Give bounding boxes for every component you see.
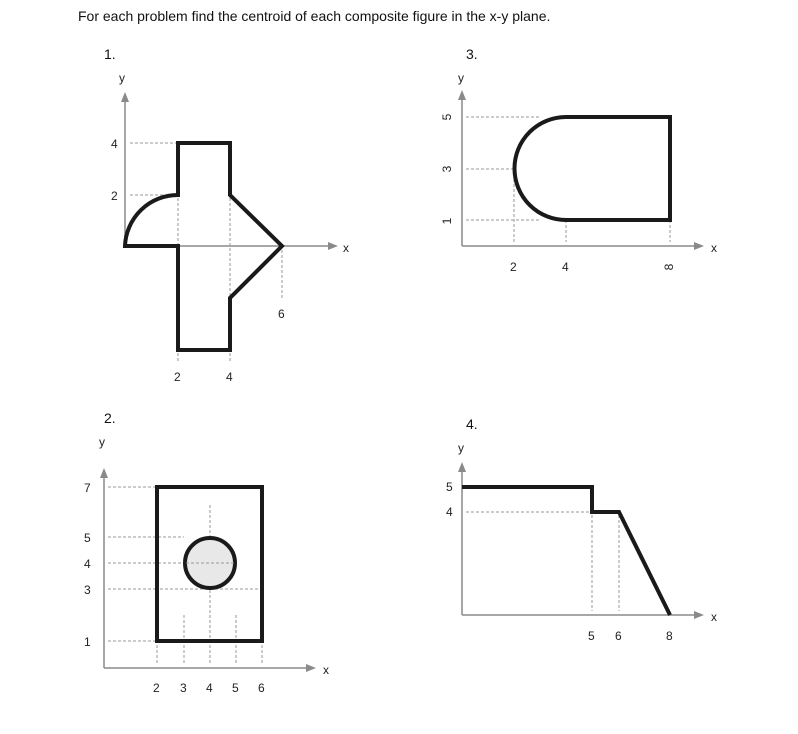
fig2-y-tick-4: 4: [84, 557, 91, 571]
fig3-y-arrow-icon: [458, 90, 466, 100]
fig2-y-arrow-icon: [100, 468, 108, 478]
fig4-x-tick-8: 8: [666, 629, 673, 643]
problem-1-number: 1.: [104, 46, 116, 62]
figure-4: [446, 441, 717, 643]
fig3-x-tick-8: 8: [662, 263, 677, 271]
fig1-x-label: x: [343, 241, 349, 255]
fig3-y-tick-3: 3: [440, 165, 455, 173]
page-title: For each problem find the centroid of each composite figure in the x-y plane.: [78, 8, 551, 24]
fig3-x-arrow-icon: [694, 242, 704, 250]
fig1-x-arrow-icon: [328, 242, 338, 250]
fig4-y-tick-5: 5: [446, 480, 453, 494]
fig2-x-tick-5: 5: [232, 681, 239, 695]
fig1-y-arrow-icon: [121, 92, 129, 102]
fig3-composite-shape: [515, 117, 671, 220]
fig3-y-tick-5: 5: [440, 113, 455, 121]
fig3-x-tick-2: 2: [510, 260, 517, 274]
fig1-y-label: y: [119, 71, 125, 85]
fig4-x-arrow-icon: [694, 611, 704, 619]
fig4-y-tick-4: 4: [446, 505, 453, 519]
fig2-y-tick-5: 5: [84, 531, 91, 545]
fig2-x-label: x: [323, 663, 329, 677]
fig4-y-arrow-icon: [458, 462, 466, 472]
fig2-x-tick-3: 3: [180, 681, 187, 695]
fig2-y-tick-7: 7: [84, 481, 91, 495]
fig1-y-tick-4: 4: [111, 137, 118, 151]
fig2-x-tick-2: 2: [153, 681, 160, 695]
fig4-composite-shape: [462, 487, 670, 615]
problem-3-number: 3.: [466, 46, 478, 62]
fig3-y-tick-1: 1: [440, 217, 455, 225]
fig2-y-label: y: [99, 435, 105, 449]
problem-4-number: 4.: [466, 416, 478, 432]
fig1-y-tick-2: 2: [111, 189, 118, 203]
fig2-x-tick-6: 6: [258, 681, 265, 695]
fig3-x-tick-4: 4: [562, 260, 569, 274]
fig2-x-tick-4: 4: [206, 681, 213, 695]
problem-2-number: 2.: [104, 410, 116, 426]
figure-3: [440, 71, 717, 274]
fig4-y-label: y: [458, 441, 464, 455]
fig1-x-tick-2: 2: [174, 370, 181, 384]
fig2-y-tick-1: 1: [84, 635, 91, 649]
fig2-x-arrow-icon: [306, 664, 316, 672]
fig1-x-tick-6: 6: [278, 307, 285, 321]
fig2-y-tick-3: 3: [84, 583, 91, 597]
fig1-x-tick-4: 4: [226, 370, 233, 384]
figure-2: [84, 435, 329, 695]
figure-1: [111, 71, 349, 384]
fig3-y-label: y: [458, 71, 464, 85]
fig4-x-tick-6: 6: [615, 629, 622, 643]
fig4-x-label: x: [711, 610, 717, 624]
fig4-x-tick-5: 5: [588, 629, 595, 643]
fig3-x-label: x: [711, 241, 717, 255]
